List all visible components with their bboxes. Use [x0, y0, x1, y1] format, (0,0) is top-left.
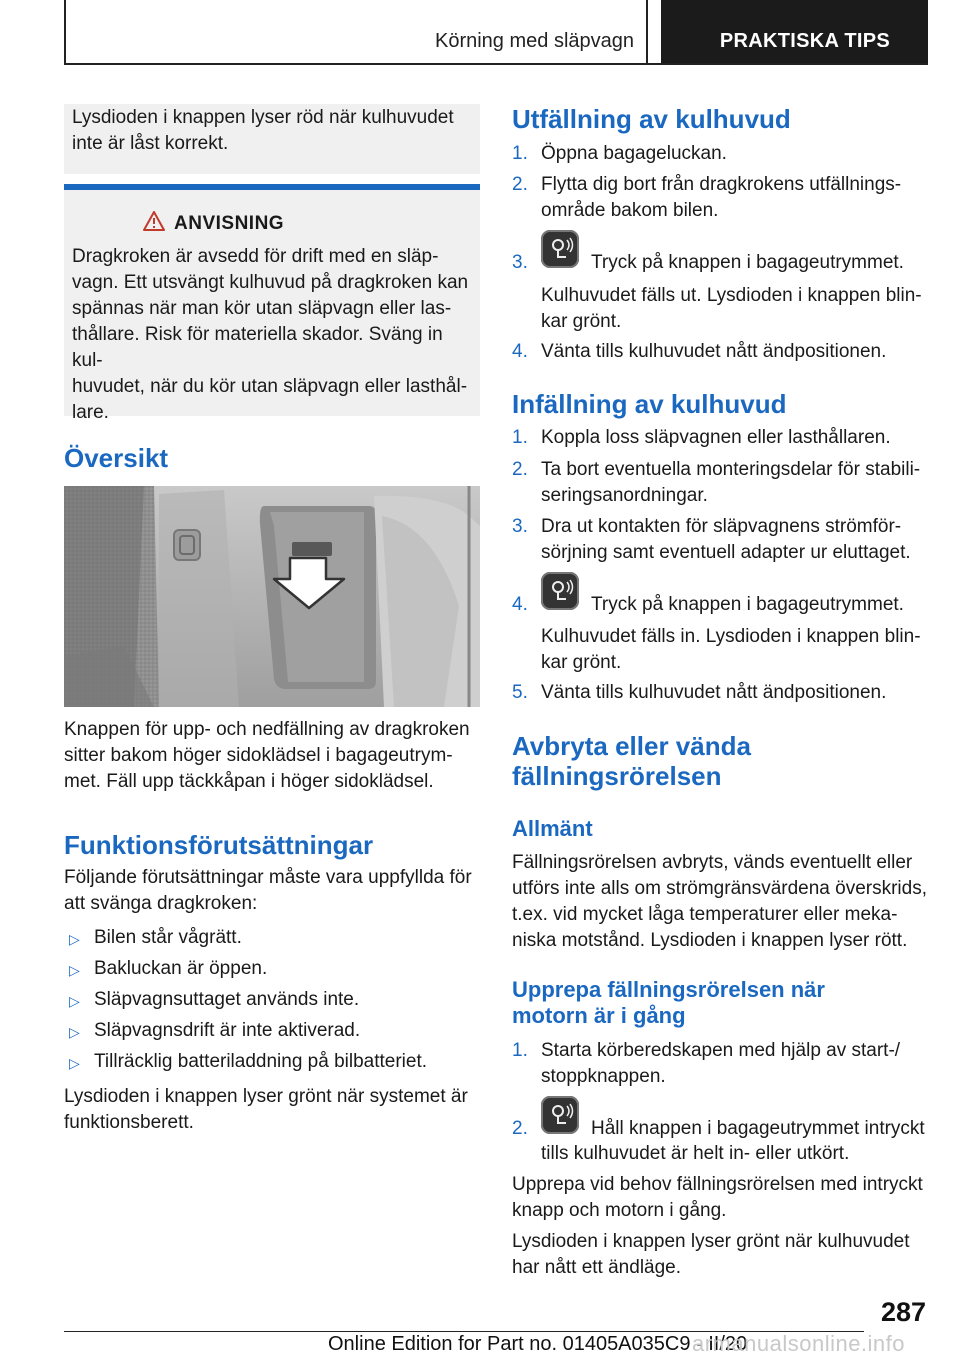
extend-heading: Utfällning av kulhuvud: [512, 104, 791, 134]
bullet-text: Tillräcklig batteriladdning på bilbatteriet.: [94, 1051, 428, 1072]
overview-text: [64, 717, 480, 795]
step-number: 2.: [512, 174, 528, 195]
repeat-outro-line: har nått ett ändläge.: [512, 1257, 682, 1278]
intro-note-text: Lysdioden i knappen lyser röd när kulhuvudet inte är låst korrekt.: [72, 107, 454, 154]
step-number: 2.: [512, 1118, 528, 1139]
overview-line: sitter bakom höger sidoklädsel i bagageutrym-: [64, 745, 453, 766]
step-text: Dra ut kontakten för släpvagnens strömför-: [541, 516, 902, 537]
trunk-illustration: [64, 486, 480, 707]
page-number: 287: [880, 1297, 926, 1327]
step-number: 5.: [512, 682, 528, 703]
bullet-text: Bilen står vågrätt.: [94, 927, 242, 948]
notice-line: lare.: [72, 402, 109, 423]
notice-line: Dragkroken är avsedd för drift med en släp-: [72, 246, 439, 267]
bullet-triangle-icon: ▷: [69, 993, 80, 1009]
step-text: Koppla loss släpvagnen eller lasthållaren.: [541, 427, 891, 448]
conditions-outro-line: Lysdioden i knappen lyser grönt när systemet är: [64, 1086, 468, 1107]
bullet-triangle-icon: ▷: [69, 1024, 80, 1040]
watermark: armanualsonline.info: [692, 1331, 906, 1356]
header-section-title: Körning med släpvagn: [434, 30, 634, 52]
general-line: niska motstånd. Lysdioden i knappen lyser rött.: [512, 930, 908, 951]
general-line: t.ex. vid mycket låga temperaturer eller meka-: [512, 904, 898, 925]
edition-text: [328, 1333, 747, 1356]
overview-line: Knappen för upp- och nedfällning av dragkroken: [64, 719, 470, 740]
overview-heading: Översikt: [64, 443, 169, 473]
step-text: Flytta dig bort från dragkrokens utfällnings-: [541, 174, 902, 195]
bullet-triangle-icon: ▷: [69, 962, 80, 978]
step-number: 2.: [512, 459, 528, 480]
repeat-outro-line: Lysdioden i knappen lyser grönt när kulhuvudet: [512, 1231, 910, 1252]
conditions-intro: [64, 865, 480, 917]
general-heading: Allmänt: [512, 816, 593, 841]
conditions-intro-line: Följande förutsättningar måste vara uppfyllda för: [64, 867, 472, 888]
step-text: Öppna bagageluckan.: [541, 143, 727, 164]
step-text: Kulhuvudet fälls in. Lysdioden i knappen blin-: [541, 626, 921, 647]
step-text: Ta bort eventuella monteringsdelar för stabili-: [541, 459, 921, 480]
step-number: 1.: [512, 1040, 528, 1061]
repeat-heading-line: motorn är i gång: [512, 1003, 686, 1028]
conditions-intro-line: att svänga dragkroken:: [64, 893, 258, 914]
warning-icon: [143, 211, 165, 231]
header-rule: [64, 63, 928, 65]
step-number: 4.: [512, 594, 528, 615]
notice-box: [64, 184, 480, 423]
edition-label: Online Edition for Part no. 01405A035C9 - II/20: [328, 1333, 748, 1355]
notice-title: ANVISNING: [174, 213, 285, 234]
hitch-button-icon: [541, 1096, 579, 1134]
bullet-triangle-icon: ▷: [69, 1055, 80, 1071]
general-text: [512, 850, 932, 954]
bullet-text: Bakluckan är öppen.: [94, 958, 268, 979]
step-text: Tryck på knappen i bagageutrymmet.: [591, 252, 904, 273]
header-chapter-title: PRAKTISKA TIPS: [719, 30, 890, 52]
repeat-outro-2: [512, 1229, 932, 1281]
repeat-outro-line: knapp och motorn i gång.: [512, 1200, 727, 1221]
step-number: 3.: [512, 516, 528, 537]
hitch-button-icon: [541, 572, 579, 610]
repeat-outro-line: Upprepa vid behov fällningsrörelsen med intryckt: [512, 1174, 923, 1195]
abort-heading-line: fällningsrörelsen: [512, 761, 722, 791]
notice-line: spännas när man kör utan släpvagn eller las-: [72, 298, 452, 319]
abort-heading: [512, 731, 751, 791]
step-number: 4.: [512, 341, 528, 362]
trunk-photo: [64, 486, 480, 707]
conditions-outro: [64, 1084, 480, 1136]
header-divider: [646, 0, 648, 64]
general-line: utförs inte alls om strömgränsvärdena överskrids,: [512, 878, 927, 899]
notice-line: vagn. Ett utsvängt kulhuvud på dragkroken kan: [72, 272, 469, 293]
step-number: 3.: [512, 252, 528, 273]
step-text: Kulhuvudet fälls ut. Lysdioden i knappen blin-: [541, 285, 922, 306]
bullet-triangle-icon: ▷: [69, 931, 80, 947]
retract-heading: Infällning av kulhuvud: [512, 389, 787, 419]
step-text: Starta körberedskapen med hjälp av start-/: [541, 1040, 901, 1061]
notice-accent-bar: [64, 184, 480, 190]
conditions-outro-line: funktionsberett.: [64, 1112, 194, 1133]
abort-heading-line: Avbryta eller vända: [512, 731, 751, 761]
conditions-heading: Funktionsförutsättningar: [64, 830, 374, 860]
notice-text: [72, 244, 477, 426]
step-text: Vänta tills kulhuvudet nått ändpositionen.: [541, 682, 887, 703]
step-text: Vänta tills kulhuvudet nått ändpositionen.: [541, 341, 887, 362]
step-number: 1.: [512, 427, 528, 448]
general-line: Fällningsrörelsen avbryts, vänds eventuellt eller: [512, 852, 913, 873]
step-number: 1.: [512, 143, 528, 164]
repeat-outro-1: [512, 1172, 932, 1224]
step-text: seringsanordningar.: [541, 485, 708, 506]
repeat-heading-line: Upprepa fällningsrörelsen när: [512, 977, 825, 1002]
step-text: stoppknappen.: [541, 1066, 666, 1087]
step-text: sörjning samt eventuell adapter ur eluttaget.: [541, 542, 911, 563]
header-section: [66, 0, 646, 63]
step-text: kar grönt.: [541, 311, 622, 332]
header-chapter-tab: [661, 0, 928, 64]
step-text: område bakom bilen.: [541, 200, 719, 221]
step-text: kar grönt.: [541, 652, 622, 673]
overview-line: met. Fäll upp täckkåpan i höger sidoklädsel.: [64, 771, 434, 792]
step-text: Håll knappen i bagageutrymmet intryckt: [591, 1118, 925, 1139]
bullet-text: Släpvagnsdrift är inte aktiverad.: [94, 1020, 361, 1041]
step-text: Tryck på knappen i bagageutrymmet.: [591, 594, 904, 615]
intro-note-box: [64, 104, 480, 174]
bullet-text: Släpvagnsuttaget används inte.: [94, 989, 360, 1010]
repeat-heading: [512, 977, 825, 1029]
notice-line: huvudet, när du kör utan släpvagn eller lasthål-: [72, 376, 468, 397]
notice-line: thållare. Risk för materiella skador. Sväng in kul-: [72, 324, 443, 371]
hitch-button-icon: [541, 230, 579, 268]
step-text: tills kulhuvudet är helt in- eller utkört.: [541, 1143, 850, 1164]
